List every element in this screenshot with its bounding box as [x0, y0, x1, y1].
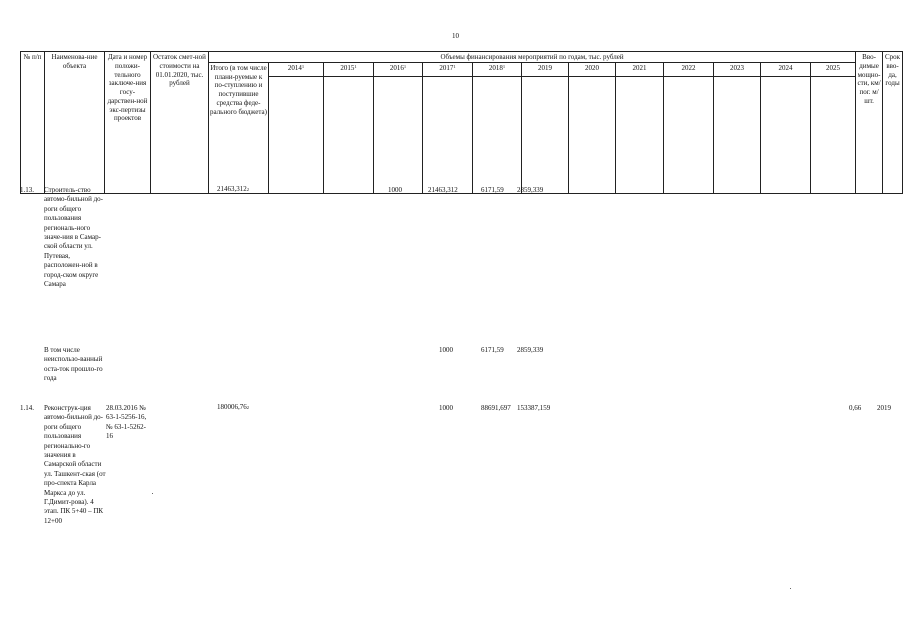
row-113-2017: 21463,312: [428, 186, 458, 194]
row-113-sub-2018: 6171,59: [481, 346, 504, 354]
header-year: 2014$^1$: [269, 62, 324, 76]
row-113-2019: 2859,339: [517, 186, 544, 194]
header-remainder: Остаток смет-ной стоимости на 01.01.2020, тыс. рублей: [151, 52, 209, 194]
header-year: 2022: [664, 62, 714, 76]
scan-speck: [152, 493, 153, 494]
header-year: 2023: [714, 62, 761, 76]
row-114-term: 2019: [877, 404, 891, 412]
row-114-capacity: 0,66: [849, 404, 862, 412]
row-114-2019: 153387,159: [517, 404, 551, 412]
scan-speck: [790, 588, 791, 589]
header-year: 2017$^1$: [423, 62, 473, 76]
row-114-num: 1.14.: [20, 404, 34, 412]
row-113-sub-2019: 2859,339: [517, 346, 544, 354]
header-year: 2015$^1$: [324, 62, 374, 76]
row-113-2016: 1000: [388, 186, 402, 194]
header-year: 2025: [811, 62, 856, 76]
header-num: № п/п: [21, 52, 45, 194]
row-114-name: Реконструк-ция автомо-бильной до-роги общего пользования регионально-го значения в Самарской области ул. Ташкент-ская (от про-спекта Карла Маркса до ул. Г.Димит-рова). 4 этап. ПК 5+40 – ПК 12+00: [44, 404, 106, 525]
funding-table: [20, 51, 903, 194]
row-113-name: Строитель-ство автомо-бильной до-роги общего пользования региональ-ного значе-ния в Самар-ской области ул. Путевая, расположен-ной в город-ском округе Самара: [44, 186, 103, 289]
header-capacity: Вво-димые мощно-сти, км/ пог. м/шт.: [856, 52, 883, 194]
header-funding: Объемы финансирования мероприятий по годам, тыс. рублей: [209, 52, 856, 63]
row-113-total: 21463,312$^2$: [217, 185, 249, 193]
row-113-sub-label: В том числе неиспользо-ванный оста-ток прошло-го года: [44, 346, 103, 383]
row-114-2017: 1000: [439, 404, 453, 412]
row-114-total: 180006,76$^2$: [217, 403, 249, 411]
row-113-sub-2017: 1000: [439, 346, 453, 354]
header-date: Дата и номер положи-тельного заключе-ния госу-дарствен-ной экс-пертизы проектов: [105, 52, 151, 194]
header-year: 2024: [761, 62, 811, 76]
row-113-2018: 6171,59: [481, 186, 504, 194]
header-year: 2020: [569, 62, 616, 76]
row-114-date: 28.03.2016 № 63-1-5256-16, № 63-1-5262-16: [106, 404, 147, 441]
header-year: 2018$^1$: [473, 62, 522, 76]
row-114-2018: 88691,697: [481, 404, 511, 412]
header-total: Итого (в том числе плани-руемые к по-ступлению и поступившие средства феде-рального бюджета): [209, 62, 269, 193]
page-number: 10: [452, 32, 459, 40]
row-113-num: 1.13.: [20, 186, 34, 194]
header-year: 2019: [522, 62, 569, 76]
header-year: 2016$^1$: [374, 62, 423, 76]
header-year: 2021: [616, 62, 664, 76]
header-term: Срок вво-да, годы: [883, 52, 903, 194]
header-name: Наименова-ние объекта: [45, 52, 105, 194]
